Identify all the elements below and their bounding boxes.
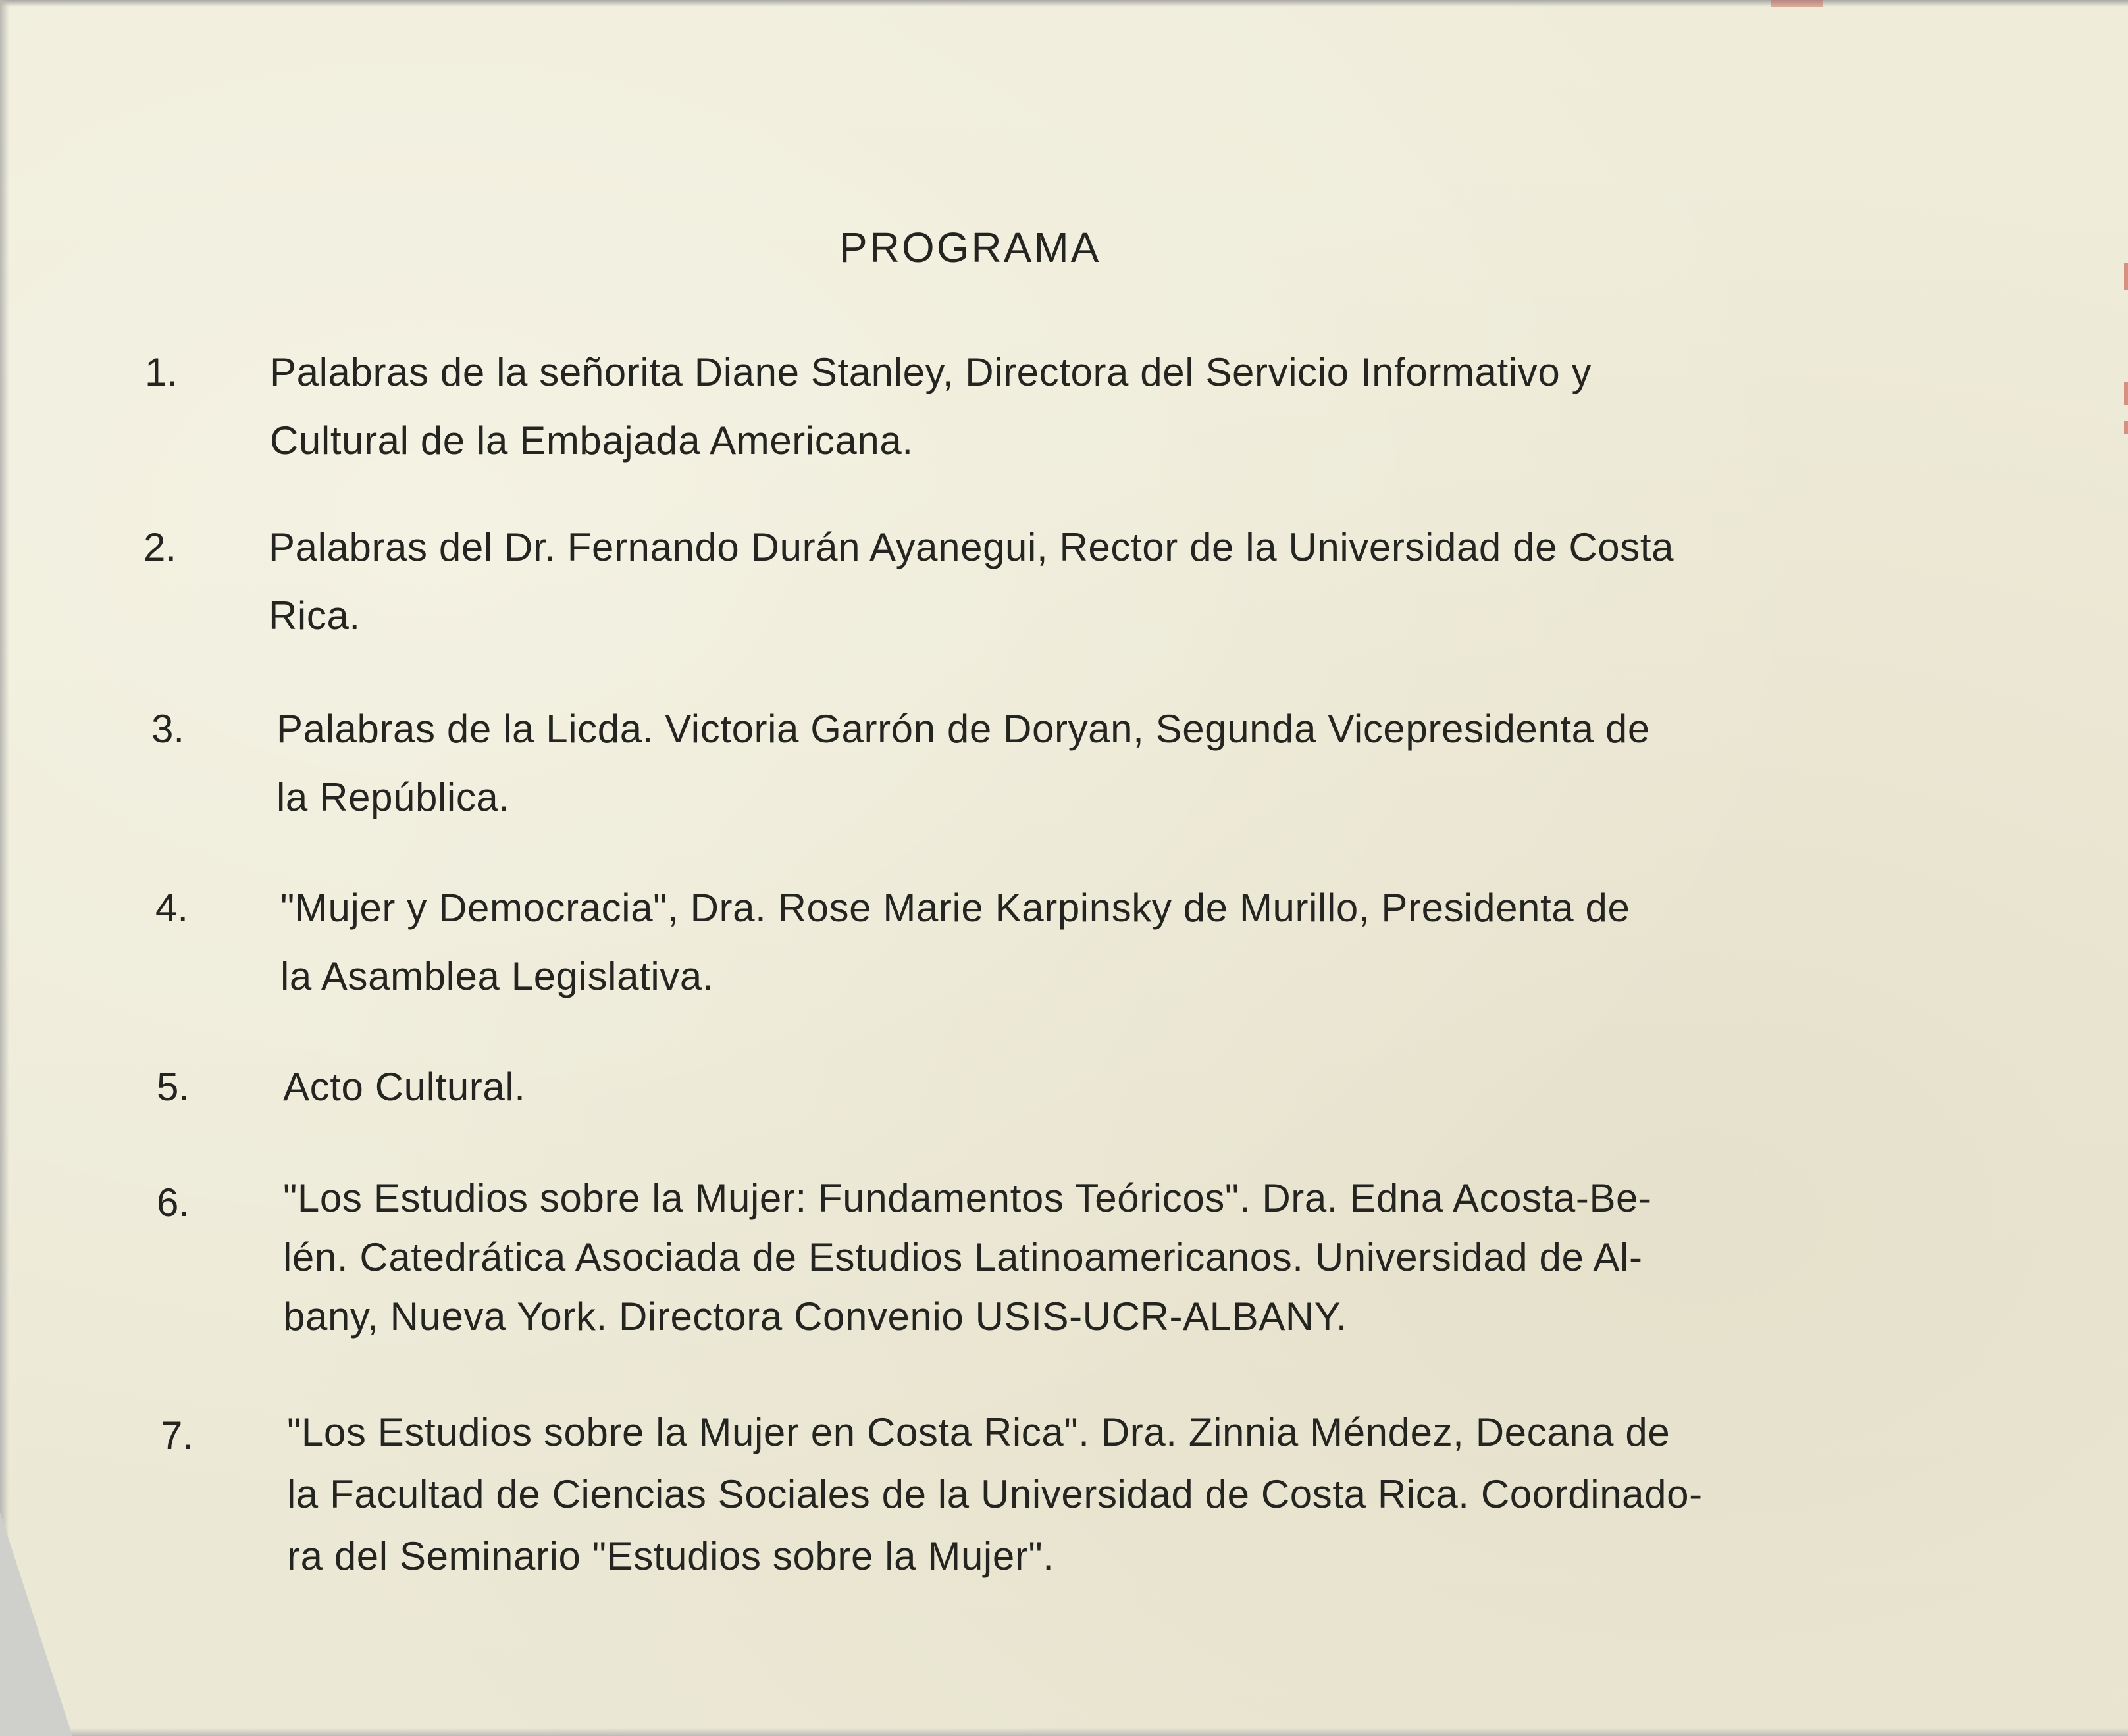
item-text: [276, 695, 2001, 832]
page-title: PROGRAMA: [839, 224, 1101, 271]
item-text: [283, 1053, 2008, 1121]
item-text: [283, 1169, 2008, 1346]
item-line: Rica.: [269, 594, 361, 638]
item-number: 2.: [143, 525, 177, 569]
program-item: [155, 874, 2128, 1019]
item-line: bany, Nueva York. Directora Convenio USIS-UCR-ALBANY.: [283, 1294, 1347, 1339]
program-item: [161, 1402, 2128, 1612]
item-text: [269, 513, 1993, 650]
item-line: Acto Cultural.: [283, 1065, 526, 1109]
program-item: [143, 513, 2118, 658]
item-number: 1.: [145, 350, 178, 394]
item-line: "Los Estudios sobre la Mujer: Fundamentos Teóricos". Dra. Edna Acosta-Be-: [283, 1176, 1652, 1220]
item-line: Cultural de la Embajada Americana.: [270, 419, 914, 463]
item-number: 4.: [155, 886, 189, 930]
item-number: 3.: [151, 707, 185, 751]
item-line: Palabras de la Licda. Victoria Garrón de Doryan, Segunda Vicepresidenta de: [276, 707, 1650, 751]
item-line: Palabras de la señorita Diane Stanley, Directora del Servicio Informativo y: [270, 350, 1592, 394]
item-line: "Los Estudios sobre la Mujer en Costa Rica". Dra. Zinnia Méndez, Decana de: [287, 1410, 1671, 1454]
program-item: [145, 338, 2119, 483]
item-line: la República.: [276, 775, 510, 819]
item-line: lén. Catedrática Asociada de Estudios Latinoamericanos. Universidad de Al-: [283, 1235, 1643, 1279]
item-line: ra del Seminario "Estudios sobre la Mujer".: [287, 1534, 1054, 1578]
item-line: la Facultad de Ciencias Sociales de la Universidad de Costa Rica. Coordinado-: [287, 1472, 1703, 1516]
item-line: "Mujer y Democracia", Dra. Rose Marie Karpinsky de Murillo, Presidenta de: [280, 886, 1630, 930]
item-number: 7.: [161, 1414, 194, 1458]
item-number: 5.: [157, 1065, 190, 1109]
item-text: [280, 874, 2005, 1011]
program-item: [157, 1169, 2128, 1379]
item-line: Palabras del Dr. Fernando Durán Ayanegui, Rector de la Universidad de Costa: [269, 525, 1674, 569]
item-text: [270, 338, 1994, 475]
program-item: [151, 695, 2126, 840]
item-number: 6.: [157, 1181, 190, 1225]
item-text: [287, 1402, 2011, 1587]
item-line: la Asamblea Legislativa.: [280, 954, 714, 998]
